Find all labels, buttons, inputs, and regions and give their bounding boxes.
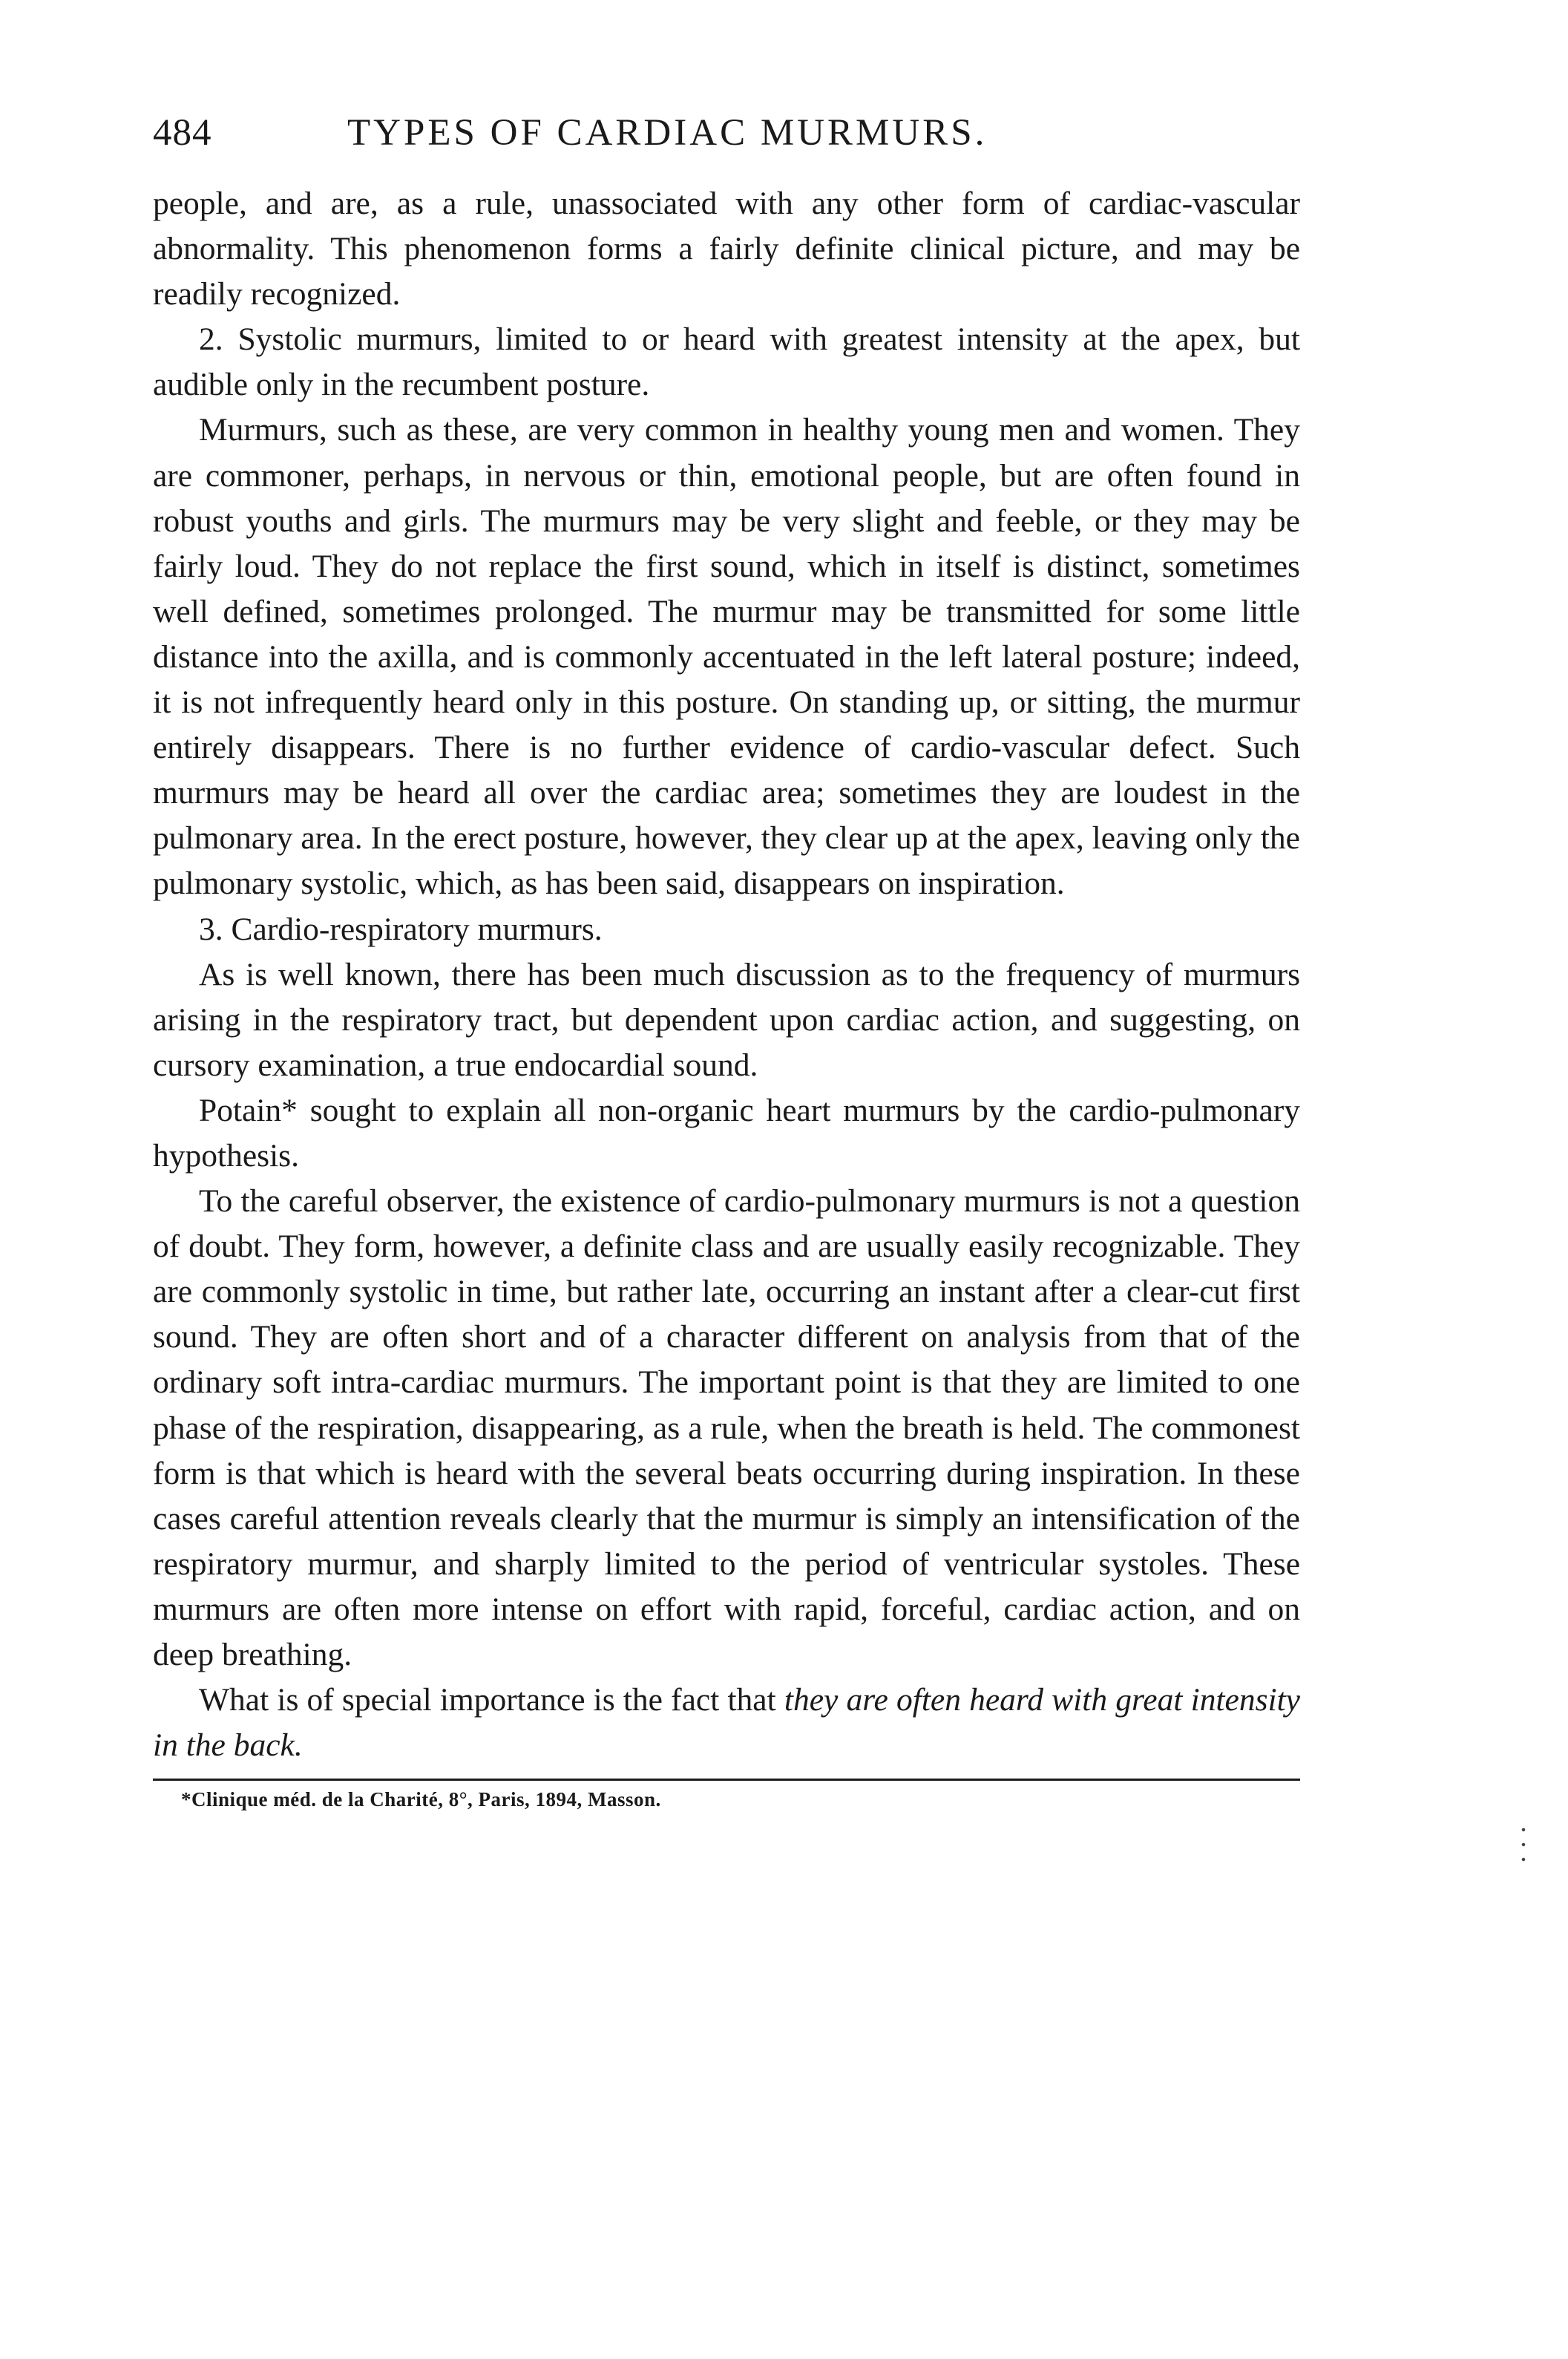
body-text — [153, 181, 1300, 1768]
footnote: *Clinique méd. de la Charité, 8°, Paris, 1894, Masson. — [181, 1788, 661, 1811]
page-number: 484 — [153, 112, 212, 154]
book-page — [153, 111, 1300, 1811]
paragraph: To the careful observer, the existence of cardio-pulmonary murmurs is not a question of doubt. They form, however, a definite class and are usually easily recognizable. They are commonly systolic in time, but rather late, occurring an instant after a clear-cut first sound. They are often short and of a character different on analysis from that of the ordinary soft intra-cardiac murmurs. The important point is that they are limited to one phase of the respiration, disappearing, as a rule, when the breath is held. The commonest form is that which is heard with the several beats occurring during inspiration. In these cases careful attention reveals clearly that the murmur is simply an intensification of the respiratory murmur, and sharply limited to the period of ventricular systoles. These murmurs are often more intense on effort with rapid, forceful, cardiac action, and on deep breathing. — [153, 1183, 1300, 1672]
running-title: TYPES OF CARDIAC MURMURS. — [347, 112, 988, 154]
paragraph: As is well known, there has been much discussion as to the frequency of murmurs arising in the respiratory tract, but dependent upon cardiac action, and suggesting, on cursory examination, a true endocardial sound. — [153, 956, 1300, 1083]
italic-emphasis: they are often heard with great intensity in the back. — [153, 1682, 1300, 1764]
paragraph-text: What is of special importance is the fact that — [199, 1682, 784, 1718]
paragraph: people, and are, as a rule, unassociated with any other form of cardiac-vascular abnormality. This phenomenon forms a fairly definite clinical picture, and may be readily recognized. — [153, 186, 1300, 313]
footnote-rule — [153, 1779, 1300, 1781]
running-head — [153, 111, 1300, 163]
paragraph: 3. Cardio-respiratory murmurs. — [199, 911, 603, 947]
paragraph: Potain* sought to explain all non-organic heart murmurs by the cardio-pulmonary hypothesis. — [153, 1092, 1300, 1174]
paragraph-final — [153, 1678, 1300, 1768]
paragraph: Murmurs, such as these, are very common in healthy young men and women. They are commoner, perhaps, in nervous or thin, emotional people, but are often found in robust youths and girls. The murmurs may be very slight and feeble, or they may be fairly loud. They do not replace the first sound, which in itself is distinct, sometimes well defined, sometimes prolonged. The murmur may be transmitted for some little distance into the axilla, and is commonly accentuated in the left lateral posture; indeed, it is not infrequently heard only in this posture. On standing up, or sitting, the murmur entirely disappears. There is no further evidence of cardio-vascular defect. Such murmurs may be heard all over the cardiac area; sometimes they are loudest in the pulmonary area. In the erect posture, however, they clear up at the apex, leaving only the pulmonary systolic, which, as has been said, disappears on inspiration. — [153, 412, 1300, 902]
paragraph: 2. Systolic murmurs, limited to or heard with greatest intensity at the apex, but audible only in the recumbent posture. — [153, 321, 1300, 403]
margin-dots — [1521, 1822, 1526, 1867]
